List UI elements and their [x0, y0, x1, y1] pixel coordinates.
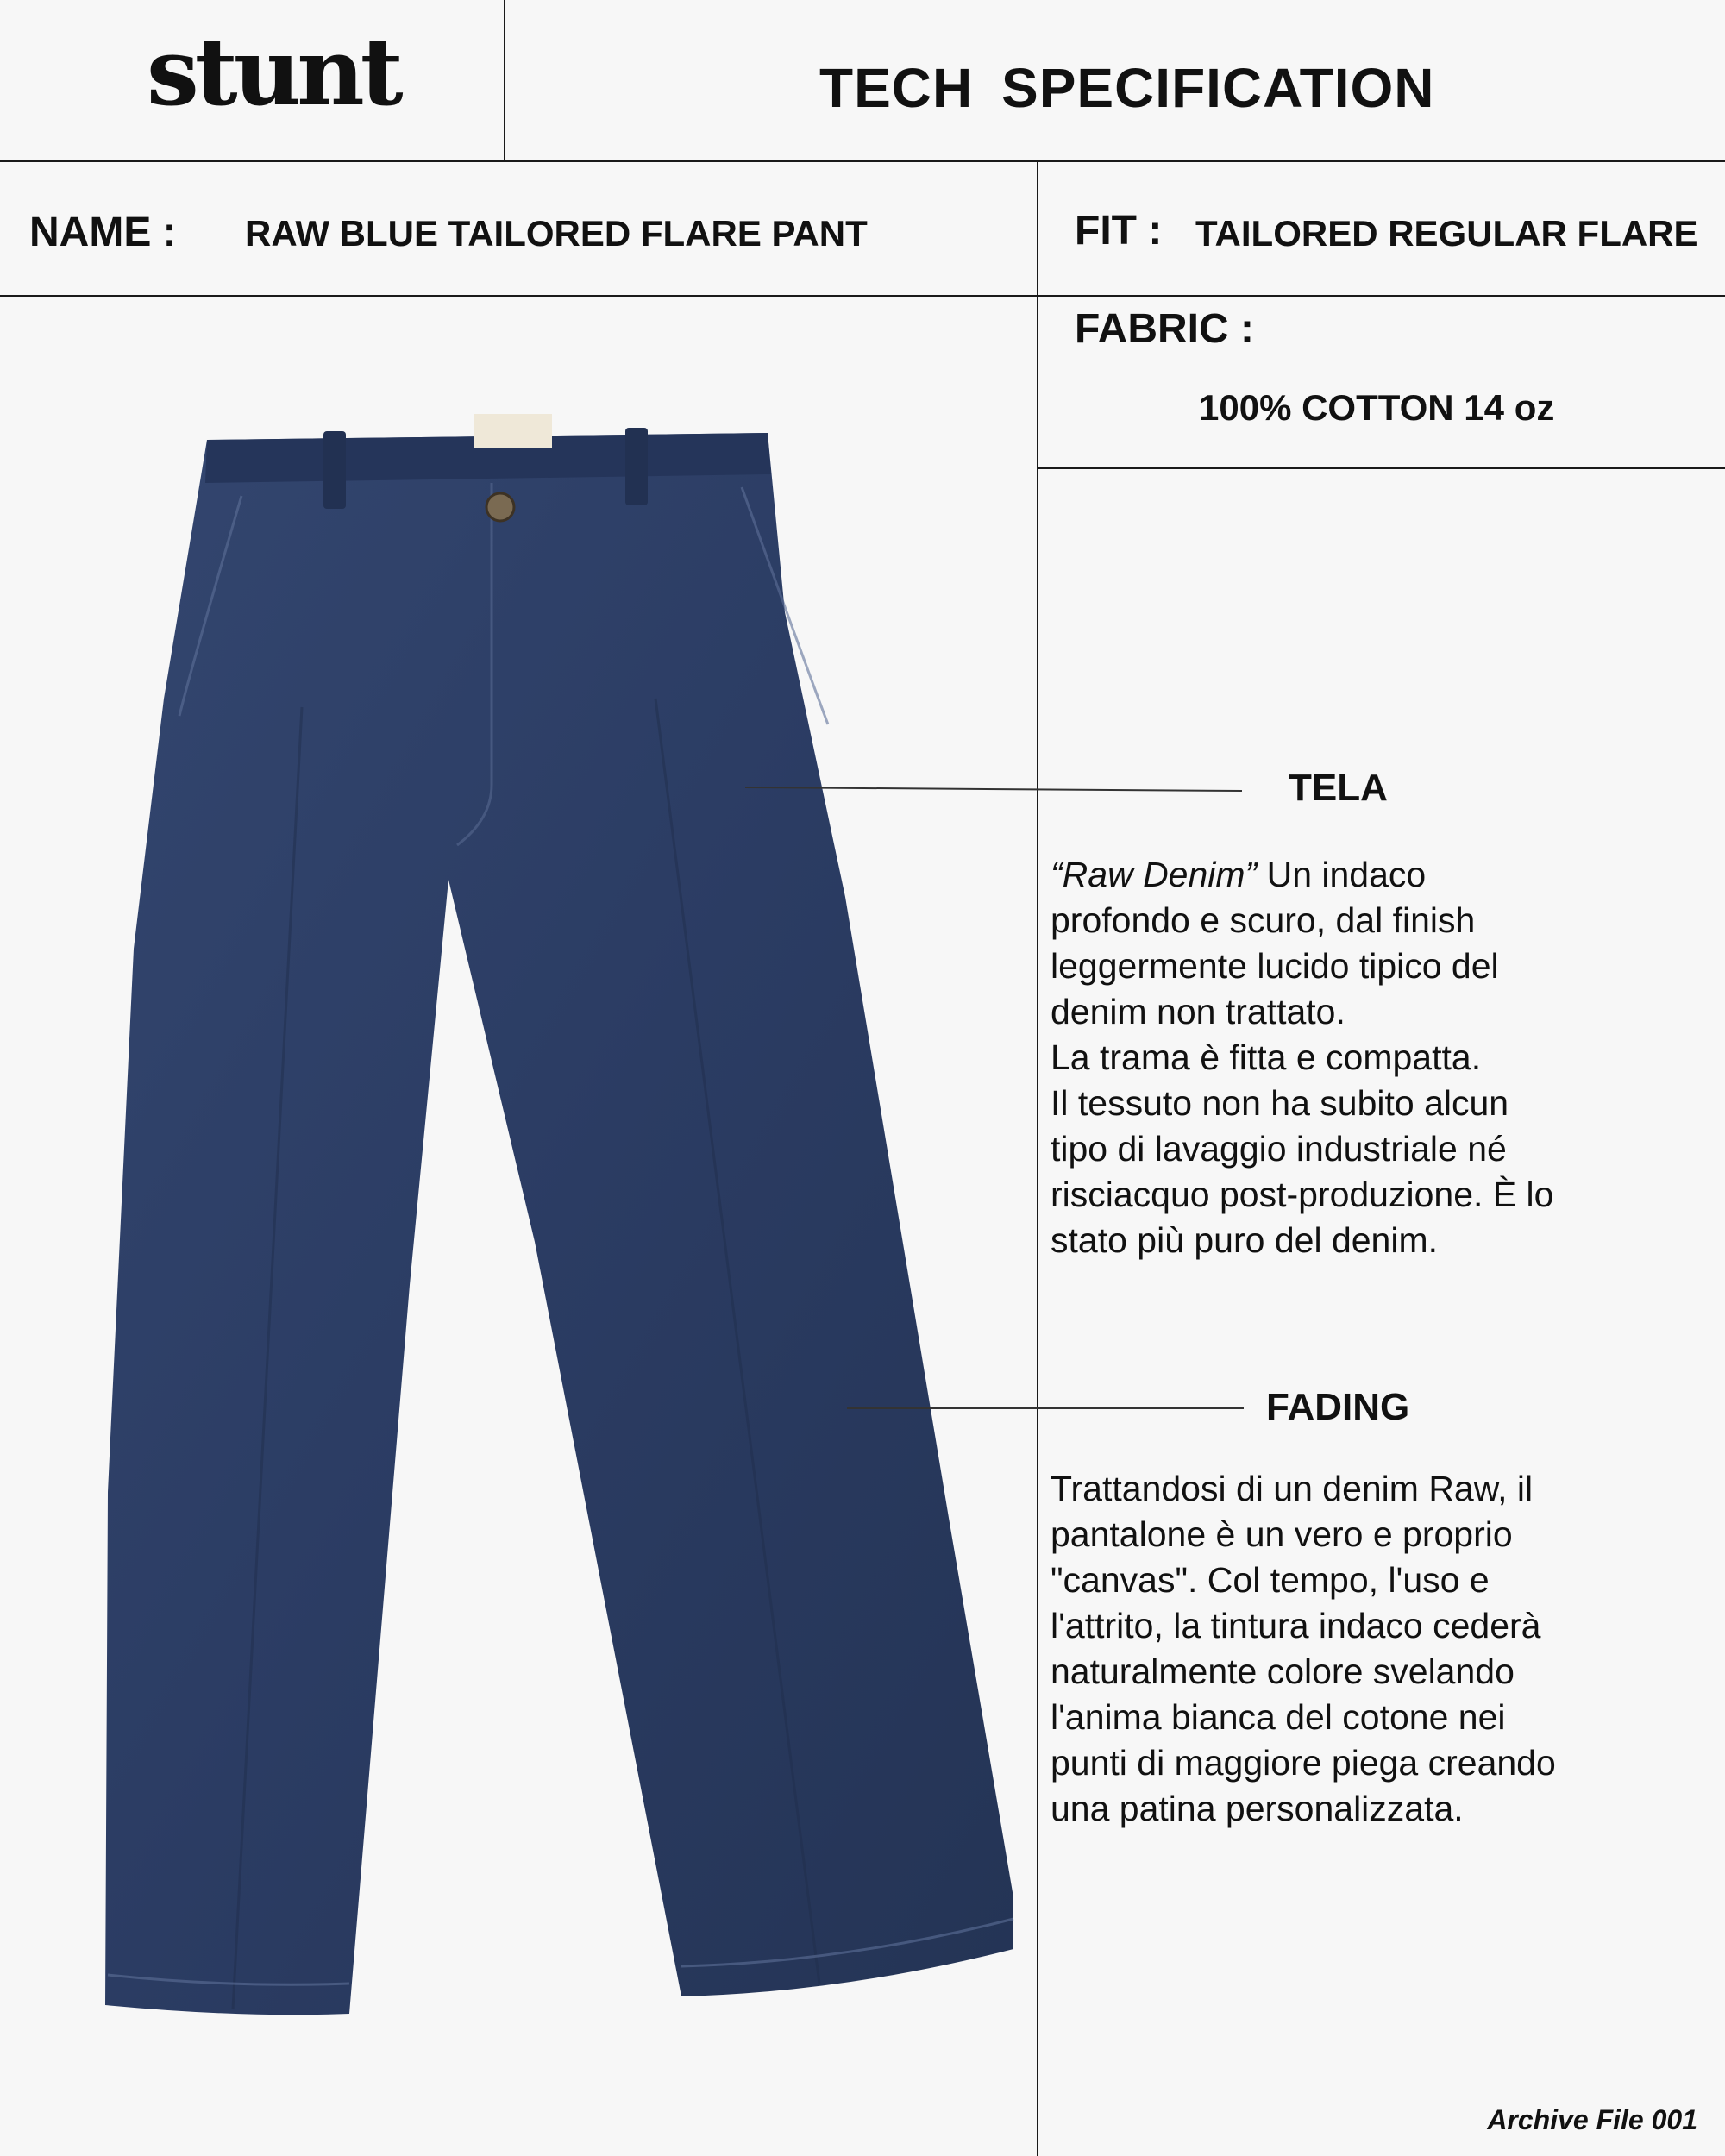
fabric-value: 100% COTTON 14 oz	[1199, 387, 1555, 428]
tela-line: Un indaco	[1257, 855, 1427, 894]
header-column-divider	[504, 0, 505, 160]
fading-title: FADING	[1266, 1386, 1410, 1428]
fit-label: FIT :	[1075, 208, 1163, 254]
header-divider	[0, 160, 1725, 162]
pants-shape	[105, 414, 1013, 2015]
fading-line: l'anima bianca del cotone nei	[1051, 1697, 1506, 1737]
tela-line: denim non trattato.	[1051, 992, 1346, 1031]
fading-line: pantalone è un vero e proprio	[1051, 1514, 1513, 1554]
archive-file-label: Archive File 001	[1487, 2104, 1697, 2135]
name-row-divider	[0, 295, 1725, 297]
tela-lead: “Raw Denim”	[1051, 855, 1258, 894]
tela-line: stato più puro del denim.	[1051, 1220, 1438, 1260]
fabric-divider	[1037, 467, 1725, 469]
fading-line: "canvas". Col tempo, l'uso e	[1051, 1560, 1490, 1600]
tela-title: TELA	[1289, 767, 1388, 809]
tela-line: leggermente lucido tipico del	[1051, 946, 1499, 986]
tela-line: La trama è fitta e compatta.	[1051, 1037, 1482, 1077]
page-title: TECH SPECIFICATION	[819, 57, 1435, 119]
fading-description	[1051, 1466, 1697, 1832]
tela-line: tipo di lavaggio industriale né	[1051, 1129, 1507, 1169]
name-value: RAW BLUE TAILORED FLARE PANT	[245, 213, 868, 254]
tela-description	[1051, 852, 1697, 1263]
name-label: NAME :	[29, 210, 177, 255]
fading-leader-line	[847, 1407, 1244, 1409]
fading-line: punti di maggiore piega creando	[1051, 1743, 1556, 1783]
tela-line: risciacquo post-produzione. È lo	[1051, 1175, 1554, 1214]
fabric-label: FABRIC :	[1075, 306, 1254, 352]
tela-line: Il tessuto non ha subito alcun	[1051, 1083, 1509, 1123]
fading-line: Trattandosi di un denim Raw, il	[1051, 1469, 1534, 1508]
brand-logo: stunt	[147, 18, 399, 127]
fading-line: l'attrito, la tintura indaco cederà	[1051, 1606, 1541, 1645]
pants-image	[86, 414, 1052, 2096]
fading-line: una patina personalizzata.	[1051, 1789, 1464, 1828]
fit-value: TAILORED REGULAR FLARE	[1195, 213, 1698, 254]
fading-line: naturalmente colore svelando	[1051, 1651, 1515, 1691]
tela-line: profondo e scuro, dal finish	[1051, 900, 1476, 940]
